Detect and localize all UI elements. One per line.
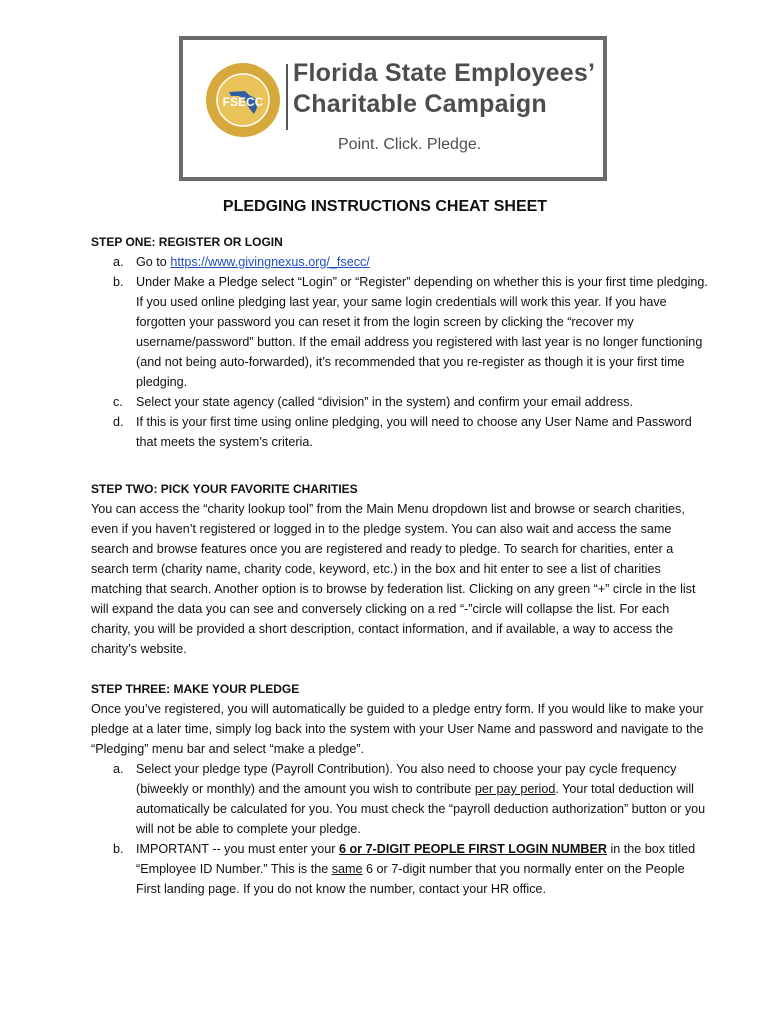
step-one-item-c: c. Select your state agency (called “division” in the system) and confirm your email address. xyxy=(113,395,633,409)
step-three-item-b: b. IMPORTANT -- you must enter your 6 or 7-DIGIT PEOPLE FIRST LOGIN NUMBER in the box titled “Employee ID Number.” This is the same 6 or 7-digit number that you normally enter on the People First landing page. If you do not know the number, contact your HR office. xyxy=(113,842,696,896)
step-three-item-a: a. Select your pledge type (Payroll Contribution). You also need to choose your pay cycle frequency (biweekly or monthly) and the amount you wish to contribute per pay period. Your total deduction will automatically be calculated for you. You must check the “payroll deduction authorization” button or you will not be able to complete your pledge. xyxy=(113,762,706,836)
step-three-intro: Once you’ve registered, you will automatically be guided to a pledge entry form. If you would like to make your pledge at a later time, simply log back into the system with your User Name and password and navigate to the “Pledging” menu bar and select “make a pledge”. xyxy=(91,702,704,756)
page-title: PLEDGING INSTRUCTIONS CHEAT SHEET xyxy=(222,198,548,215)
logo-title-line1: Florida State Employees’ xyxy=(293,59,596,87)
logo-tagline: Point. Click. Pledge. xyxy=(338,136,482,153)
step-three-list xyxy=(91,759,711,899)
step-two-body: You can access the “charity lookup tool” from the Main Menu dropdown list and browse or search charities, even if you haven’t registered or logged in to the pledge system. You can also wait and access the same search and browse features once you are registered and ready to pledge. To search for charities, enter a search term (charity name, charity code, keyword, etc.) in the box and hit enter to see a list of charities matching that search. Another option is to browse by federation list. Clicking on any green “+” circle in the list will expand the data you can see and conversely clicking on a red “-”circle will collapse the list. For each charity, you will be provided a short description, contact information, and if available, a way to access the charity’s website. xyxy=(91,502,696,656)
step-three-section xyxy=(91,679,711,899)
step-three-heading: STEP THREE: MAKE YOUR PLEDGE xyxy=(91,682,300,696)
step-one-item-b: b. Under Make a Pledge select “Login” or “Register” depending on whether this is your first time pledging. If you used online pledging last year, your same login credentials will work this year. If you have forgotten your password you can reset it from the login screen by clicking the “recover my username/password” button. If the email address you registered with last year is no longer functioning (and not being auto-forwarded), it’s recommended that you re-register as though it is your first time pledging. xyxy=(113,275,708,389)
step-one-item-a: a. Go to https://www.givingnexus.org/_fsecc/ xyxy=(113,255,370,269)
step-one-section xyxy=(91,232,711,452)
givingnexus-link[interactable]: https://www.givingnexus.org/_fsecc/ xyxy=(170,255,370,269)
step-two-section xyxy=(91,479,711,659)
fsecc-seal-icon xyxy=(205,62,281,138)
seal-text: FSECC xyxy=(222,95,264,109)
logo-title-line2: Charitable Campaign xyxy=(293,90,547,118)
step-one-heading: STEP ONE: REGISTER OR LOGIN xyxy=(91,235,283,249)
step-one-item-d: d. If this is your first time using online pledging, you will need to choose any User Name and Password that meets the system’s criteria. xyxy=(113,415,692,449)
logo-divider xyxy=(286,64,288,130)
fsecc-logo xyxy=(179,36,607,181)
step-two-heading: STEP TWO: PICK YOUR FAVORITE CHARITIES xyxy=(91,482,358,496)
logo-title xyxy=(293,58,595,120)
step-one-list xyxy=(91,252,711,452)
